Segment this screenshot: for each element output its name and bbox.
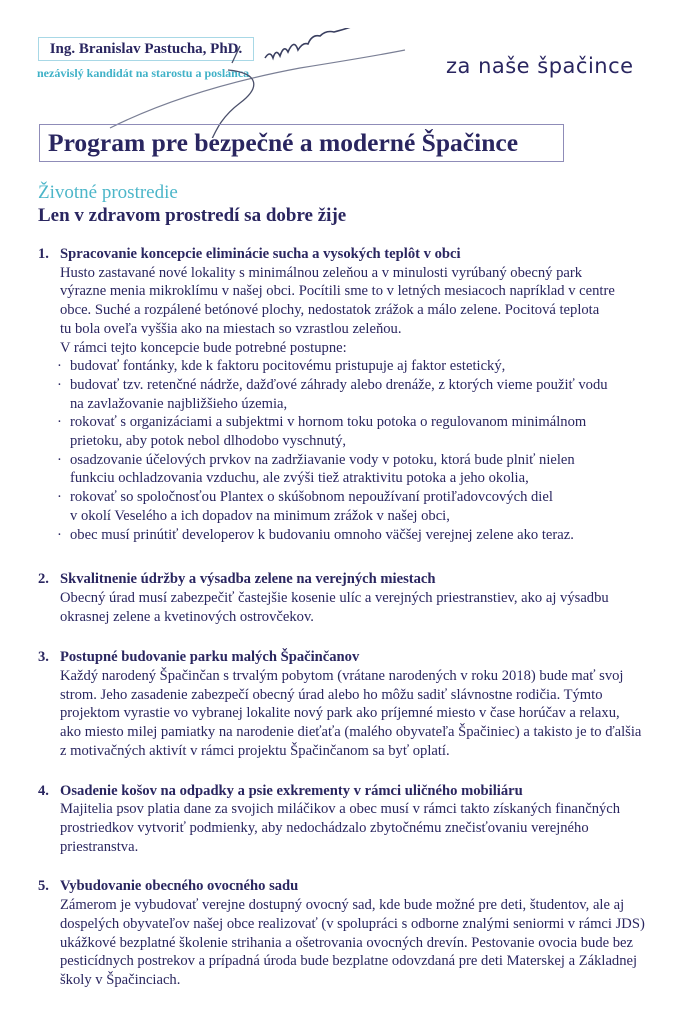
item-number: 5. (38, 878, 49, 895)
item-title: Osadenie košov na odpadky a psie exkrementy v rámci uličného mobiliáru (60, 782, 523, 799)
item-number: 4. (38, 782, 49, 799)
item-text: Každý narodený Špačinčan s trvalým pobytom (vrátane narodených v roku 2018) bude mať svoj (60, 668, 624, 685)
item-text: z motivačných aktivít v rámci projektu Špačinčanom sa byť oplatí. (60, 742, 450, 759)
item-text: Majitelia psov platia dane za svojich miláčikov a obec musí v rámci takto získaných finančných (60, 801, 621, 818)
bullet-item-continuation: prietoku, aby potok nebol dlhodobo vyschnutý, (70, 433, 347, 450)
item-text: ukážkové bezplatné školenie strihania a ošetrovania ovocných drevín. Pestovanie ovocia bude bez (60, 934, 634, 951)
program-item-1 (38, 245, 648, 544)
bullet-item-continuation: v okolí Veselého a ich dopadov na minimum zrážok v našej obci, (70, 507, 450, 524)
bullet-item: · budovať fontánky, kde k faktoru pocitovému pristupuje aj faktor estetický, (60, 357, 648, 376)
item-text: projektom vyrastie vo vybranej lokalite nový park ako príjemné miesto v čase horúčav a relaxu, (60, 705, 620, 722)
bullet-item: · osadzovanie účelových prvkov na zadržiavanie vody v potoku, ktorá bude plniť nielen (60, 451, 648, 470)
item-text: dospelých obyvateľov našej obce realizovať (v spolupráci s odborne znalými seniormi v rámci JDS) (60, 915, 645, 932)
item-title: Postupné budovanie parku malých Špačinčanov (60, 649, 360, 666)
item-text: prostriedkov vytvoriť podmienky, aby nedochádzalo zbytočnému znečisťovaniu verejného (60, 819, 589, 836)
bullet-item: · rokovať s organizáciami a subjektmi v hornom toku potoka o regulovanom minimálnom (60, 413, 648, 432)
candidate-name: Ing. Branislav Pastucha, PhD. (49, 40, 243, 57)
item-title: Skvalitnenie údržby a výsadba zelene na verejných miestach (60, 571, 436, 588)
item-text: Obecný úrad musí zabezpečiť častejšie kosenie ulíc a verejných priestranstiev, ako aj výsadbu (60, 589, 609, 606)
item-text: priestranstva. (60, 838, 139, 855)
program-item-2 (38, 570, 648, 626)
logo: za naše špačince (446, 54, 634, 78)
item-text: výrazne menia mikroklímu v našej obci. Pocítili sme to v letných mesiacoch napríklad v centre (60, 283, 615, 300)
program-item-5 (38, 877, 648, 989)
item-text: Husto zastavané nové lokality s minimálnou zeleňou a v minulosti vyrúbaný obecný park (60, 264, 583, 281)
candidate-subtitle: nezávislý kandidát na starostu a poslanca (37, 66, 250, 80)
section-heading: Len v zdravom prostredí sa dobre žije (38, 205, 347, 226)
bullet-item: · rokovať so spoločnosťou Plantex o skúšobnom nepoužívaní protiľadovcových diel (60, 488, 648, 507)
item-text: strom. Jeho zasadenie zabezpečí obecný úrad alebo ho môžu sadiť slávnostne rodičia. Týmto (60, 686, 603, 703)
item-number: 1. (38, 246, 49, 262)
item-text: V rámci tejto koncepcie bude potrebné postupne: (60, 339, 347, 356)
item-title: Spracovanie koncepcie eliminácie sucha a vysokých teplôt v obci (60, 246, 461, 262)
program-list (38, 245, 648, 1011)
bullet-item: · obec musí prinútiť developerov k budovaniu omnoho väčšej verejnej zelene ako teraz. (60, 526, 648, 545)
item-title: Vybudovanie obecného ovocného sadu (60, 878, 299, 895)
bullet-item: · budovať tzv. retenčné nádrže, dažďové záhrady alebo drenáže, z ktorých vieme použiť vodu (60, 376, 648, 395)
item-number: 2. (38, 571, 49, 588)
item-text: ako miesto milej pamiatky na narodenie dieťaťa (malého obyvateľa Špačiniec) a takisto je to ďalšia (60, 724, 642, 741)
bullet-item-continuation: na zavlažovanie najbližšieho územia, (70, 395, 288, 412)
item-text: tu bola oveľa vyššia ako na miestach so vzrastlou zeleňou. (60, 320, 402, 337)
section-label: Životné prostredie (38, 182, 178, 203)
item-text: okrasnej zelene a kvetinových ostrovčekov. (60, 608, 314, 625)
item-text: obce. Suché a rozpálené betónové plochy, nedostatok zrážok a málo zelene. Pocitová teplota (60, 302, 600, 319)
item-text: pesticídnych postrekov a prípadná úroda bude bezplatne odovzdaná pre deti Materskej a Základnej (60, 953, 638, 970)
candidate-name-box (38, 37, 254, 61)
page-title: Program pre bezpečné a moderné Špačince (48, 128, 519, 157)
item-text: školy v Špačinciach. (60, 971, 181, 988)
program-item-4 (38, 782, 648, 857)
item-text: Zámerom je vybudovať verejne dostupný ovocný sad, kde bude možné pre deti, študentov, ale aj (60, 897, 625, 914)
page-title-box (39, 124, 564, 162)
bullet-item-continuation: funkciu ochladzovania vzduchu, ale zvýši tiež atraktivitu potoka a jeho okolia, (70, 470, 529, 487)
program-item-3 (38, 648, 648, 760)
item-number: 3. (38, 649, 49, 666)
